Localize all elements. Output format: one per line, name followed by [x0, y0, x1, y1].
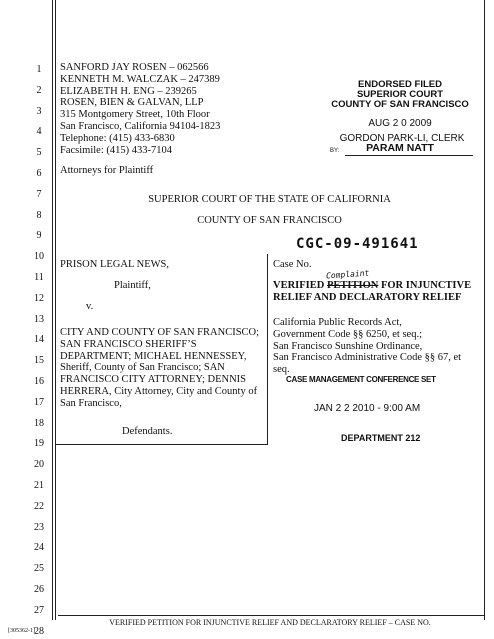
- statute-line: California Public Records Act,: [273, 317, 402, 328]
- line-number: 7: [36, 188, 42, 200]
- line-number: 24: [34, 542, 44, 554]
- defendant-line: San Francisco,: [60, 397, 122, 409]
- attorney-line: ELIZABETH H. ENG – 239265: [60, 85, 197, 97]
- court-county: COUNTY OF SAN FRANCISCO: [197, 215, 342, 226]
- attorney-line: 315 Montgomery Street, 10th Floor: [60, 109, 210, 121]
- endorsement-line1: ENDORSED FILED: [358, 79, 442, 90]
- statute-line: seq.: [273, 364, 290, 376]
- left-margin-rule-inner: [55, 0, 56, 620]
- statute-line: San Francisco Sunshine Ordinance,: [273, 340, 423, 352]
- footer-rule: [58, 615, 484, 616]
- line-number: 6: [36, 168, 42, 179]
- attorney-line: KENNETH M. WALCZAK – 247389: [60, 73, 220, 85]
- line-number: 16: [34, 376, 44, 387]
- endorsement-line2: SUPERIOR COURT: [356, 89, 444, 100]
- endorsement-date: AUG 2 0 2009: [368, 118, 432, 129]
- defendant-line: FRANCISCO CITY ATTORNEY; DENNIS: [60, 374, 247, 386]
- title-prefix: VERIFIED: [273, 280, 327, 291]
- line-number: 14: [34, 334, 44, 346]
- defendant-line: CITY AND COUNTY OF SAN FRANCISCO;: [60, 327, 260, 338]
- line-number: 10: [34, 251, 44, 263]
- line-number: 1: [36, 64, 42, 75]
- line-number: 20: [34, 459, 44, 471]
- line-number: 26: [34, 584, 44, 595]
- attorneys-for-plaintiff: Attorneys for Plaintiff: [60, 165, 154, 176]
- line-number: 17: [34, 396, 44, 408]
- statute-line: San Francisco Administrative Code §§ 67, et: [273, 352, 462, 364]
- line-number: 25: [34, 563, 44, 575]
- doc-id: [305362-1]: [8, 628, 35, 634]
- line-number: 15: [34, 355, 44, 367]
- endorsement-line3: COUNTY OF SAN FRANCISCO: [331, 99, 469, 110]
- attorney-line: Telephone: (415) 433-6830: [60, 132, 175, 144]
- endorsement-deputy-underline: [345, 155, 473, 156]
- line-number: 12: [34, 292, 44, 304]
- line-number: 18: [34, 417, 44, 429]
- defendant-line: HERRERA, City Attorney, City and County of: [60, 386, 258, 397]
- title-struck-word: PETITION: [326, 280, 379, 291]
- footer-text: VERIFIED PETITION FOR INJUNCTIVE RELIEF AND DECLARATORY RELIEF – CASE NO.: [109, 618, 431, 627]
- line-number: 19: [34, 438, 44, 450]
- line-number: 22: [34, 500, 44, 512]
- statute-line: Government Code §§ 6250, et seq.;: [273, 328, 423, 340]
- case-number-stamp: CGC-09-491641: [296, 236, 419, 252]
- line-number: 28: [34, 625, 44, 637]
- line-number: 2: [36, 84, 42, 96]
- left-margin-rule-outer: [52, 0, 53, 620]
- line-number: 21: [34, 480, 44, 491]
- line-number: 5: [36, 147, 42, 159]
- attorney-line: ROSEN, BIEN & GALVAN, LLP: [60, 97, 204, 109]
- department-stamp: DEPARTMENT 212: [341, 433, 421, 443]
- line-number: 4: [36, 126, 42, 138]
- attorney-line: San Francisco, California 94104-1823: [60, 121, 221, 132]
- endorsement-by: BY:: [330, 148, 340, 154]
- document-title-line1: [273, 280, 471, 292]
- cmc-stamp: CASE MANAGEMENT CONFERENCE SET: [286, 375, 436, 384]
- case-no-label: Case No.: [273, 259, 312, 270]
- line-number: 23: [34, 521, 44, 533]
- attorney-line: SANFORD JAY ROSEN – 062566: [60, 62, 209, 73]
- endorsement-clerk: GORDON PARK-LI, CLERK: [339, 133, 465, 144]
- line-number: 11: [34, 272, 44, 283]
- line-number: 13: [34, 313, 44, 325]
- defendant-line: SAN FRANCISCO SHERIFF’S: [60, 338, 197, 350]
- title-suffix: FOR INJUNCTIVE: [378, 280, 472, 291]
- document-title-line2: RELIEF AND DECLARATORY RELIEF: [273, 292, 462, 303]
- court-title: SUPERIOR COURT OF THE STATE OF CALIFORNIA: [148, 194, 391, 205]
- defendant-line: Sheriff, County of San Francisco; SAN: [60, 362, 225, 374]
- versus: v.: [86, 301, 94, 312]
- endorsement-deputy: PARAM NATT: [366, 142, 434, 154]
- line-number: 8: [36, 209, 42, 221]
- plaintiff-name: PRISON LEGAL NEWS,: [60, 259, 169, 270]
- right-margin-rule: [484, 0, 485, 620]
- defendants-label: Defendants.: [122, 426, 173, 437]
- handwritten-complaint: Complaint: [325, 268, 370, 281]
- plaintiff-label: Plaintiff,: [114, 280, 151, 291]
- cmc-date: JAN 2 2 2010 - 9:00 AM: [314, 403, 421, 414]
- line-number: 9: [36, 230, 42, 242]
- caption-divider: [267, 254, 268, 444]
- line-number: 27: [34, 604, 44, 616]
- line-number: 3: [36, 105, 42, 117]
- attorney-line: Facsimile: (415) 433-7104: [60, 144, 172, 156]
- caption-bottom-rule: [56, 444, 268, 445]
- defendant-line: DEPARTMENT; MICHAEL HENNESSEY,: [60, 350, 247, 362]
